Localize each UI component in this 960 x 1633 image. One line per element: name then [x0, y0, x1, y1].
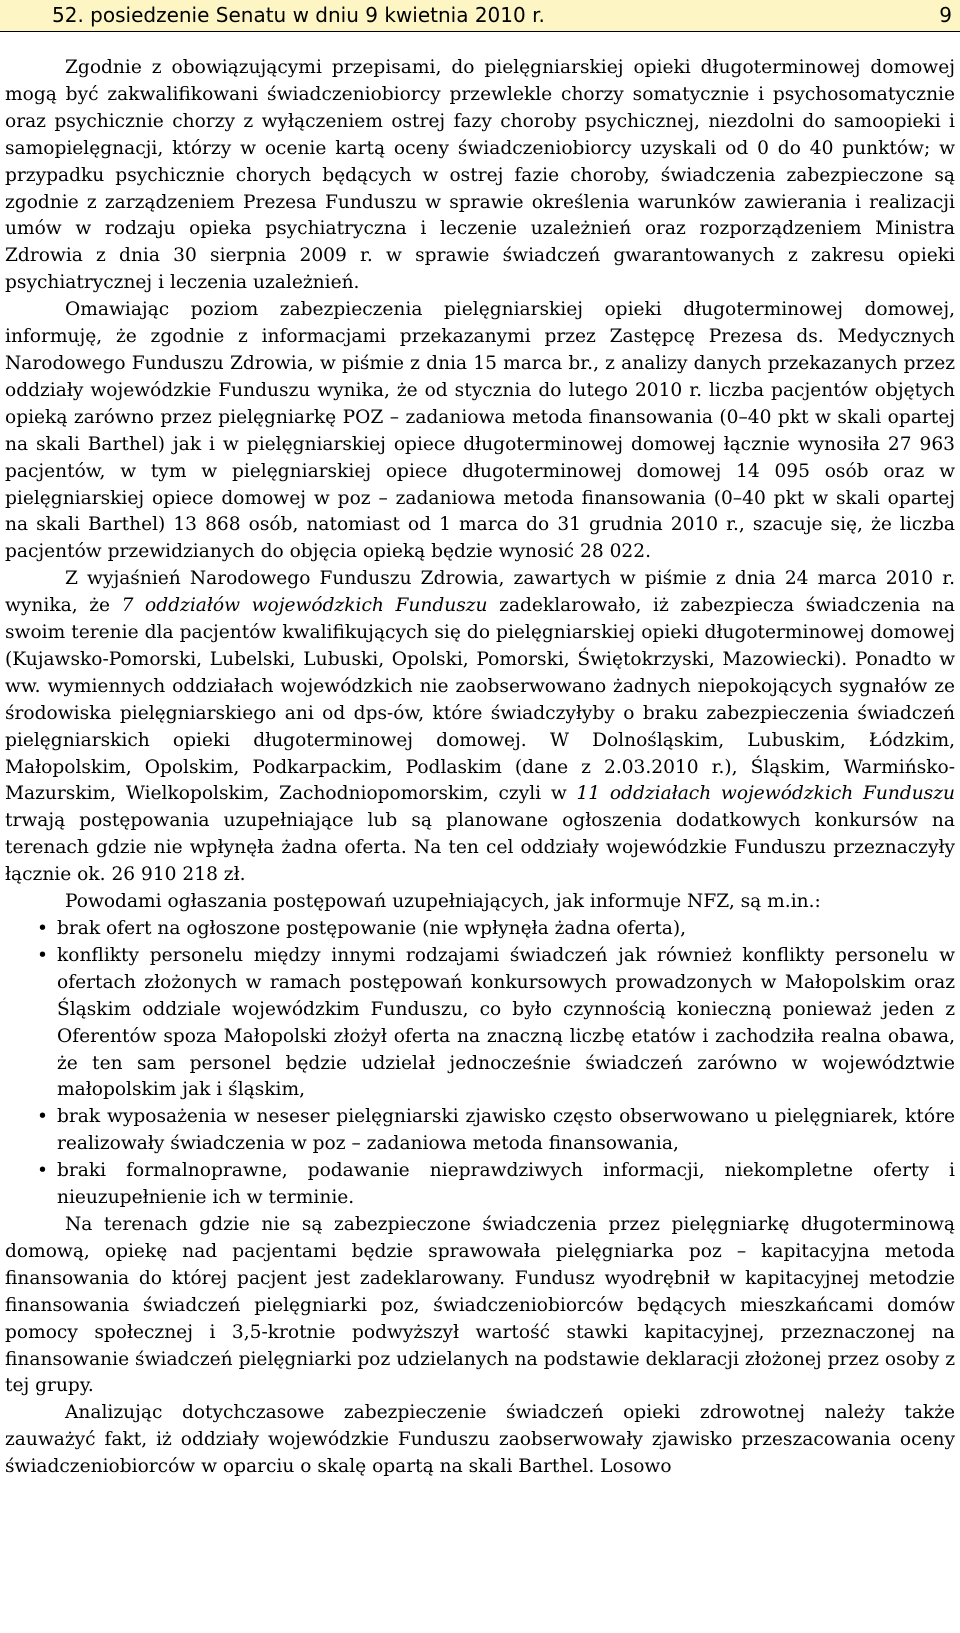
bullet-icon: •: [37, 1160, 48, 1182]
running-header-title: 52. posiedzenie Senatu w dniu 9 kwietnia 2010 r.: [52, 3, 545, 27]
list-item-text: brak wyposażenia w neseser pielęgniarski zjawisko często obserwowano u pielęgniarek, które realizowały świadczenia w poz – zadaniowa metoda finansowania,: [57, 1106, 955, 1155]
paragraph: [5, 566, 955, 889]
bullet-icon: •: [37, 918, 48, 939]
reasons-list: [5, 916, 955, 1212]
paragraph-text: trwają postępowania uzupełniające lub są planowane ogłoszenia dodatkowych konkursów na terenach gdzie nie wpłynęła żadna oferta. Na ten cel oddziały wojewódzkie Funduszu przeznaczyły łącznie ok. 26 910 218 zł.: [5, 810, 955, 886]
list-item: [5, 1158, 955, 1212]
paragraph: Analizując dotychczasowe zabezpieczenie świadczeń opieki zdrowotnej należy także zauważyć fakt, iż oddziały wojewódzkie Funduszu zaobserwowały zjawisko przeszacowania oceny świadczeniobiorców w oparciu o skalę opartą na skali Barthel. Losowo: [5, 1402, 955, 1478]
list-item: [5, 916, 955, 943]
list-item-text: braki formalnoprawne, podawanie nieprawdziwych informacji, niekompletne oferty i nieuzupełnienie ich w terminie.: [57, 1160, 955, 1209]
page-number: 9: [939, 3, 952, 27]
paragraph: Zgodnie z obowiązującymi przepisami, do pielęgniarskiej opieki długoterminowej domowej mogą być zakwalifikowani świadczeniobiorcy przewlekle chorzy somatycznie i psychosomatycznie oraz psychicznie chorzy z wyłączeniem ostrej fazy choroby psychicznej, niezdolni do samoopieki i samopielęgnacji, którzy w ocenie kartą oceny świadczeniobiorcy uzyskali od 0 do 40 punktów; w przypadku psychicznie chorych będących w ostrej fazie choroby, świadczenia zabezpieczone są zgodnie z zarządzeniem Prezesa Funduszu w sprawie określenia warunków zawierania i realizacji umów w rodzaju opieka psychiatryczna i leczenie uzależnień oraz rozporządzeniem Ministra Zdrowia z dnia 30 sierpnia 2009 r. w sprawie świadczeń gwarantowanych z zakresu opieki psychiatrycznej i leczenia uzależnień.: [5, 57, 955, 294]
paragraph: Powodami ogłaszania postępowań uzupełniających, jak informuje NFZ, są m.in.:: [65, 891, 821, 913]
list-item: [5, 1104, 955, 1158]
list-item-text: brak ofert na ogłoszone postępowanie (nie wpłynęła żadna oferta),: [57, 918, 687, 939]
paragraph-text: Z wyjaśnień Narodowego Funduszu Zdrowia, zawartych w piśmie z dnia 24 marca 2010 r. wynika, że: [5, 568, 955, 617]
paragraph: Na terenach gdzie nie są zabezpieczone świadczenia przez pielęgniarkę długoterminową domową, opiekę nad pacjentami będzie sprawowała pielęgniarka poz – kapitacyjna metoda finansowania do której pacjent jest zadeklarowany. Fundusz wyodrębnił w kapitacyjnej metodzie finansowania świadczeń pielęgniarki poz, świadczeniobiorców będących mieszkańcami domów pomocy społecznej i 3,5-krotnie podwyższył wartość stawki kapitacyjnej, przeznaczonej na finansowanie świadczeń pielęgniarki poz udzielanych na podstawie deklaracji złożonej przez osoby z tej grupy.: [5, 1213, 955, 1397]
italic-phrase: 7 oddziałów wojewódzkich Funduszu: [121, 595, 488, 617]
paragraph: Omawiając poziom zabezpieczenia pielęgniarskiej opieki długoterminowej domowej, informuję, że zgodnie z informacjami przekazanymi przez Zastępcę Prezesa ds. Medycznych Narodowego Funduszu Zdrowia, w piśmie z dnia 15 marca br., z analizy danych przekazanych przez oddziały wojewódzkie Funduszu wynika, że od stycznia do lutego 2010 r. liczba pacjentów objętych opieką zarówno przez pielęgniarkę POZ – zadaniowa metoda finansowania (0–40 pkt w skali opartej na skali Barthel) jak i w pielęgniarskiej opiece długoterminowej domowej łącznie wynosiła 27 963 pacjentów, w tym w pielęgniarskiej opiece długoterminowej domowej 14 095 osób oraz w pielęgniarskiej opiece domowej w poz – zadaniowa metoda finansowania (0–40 pkt w skali opartej na skali Barthel) 13 868 osób, natomiast od 1 marca do 31 grudnia 2010 r., szacuje się, że liczba pacjentów przewidzianych do objęcia opieką będzie wynosić 28 022.: [5, 299, 955, 563]
running-header: [0, 0, 960, 32]
list-item: [5, 943, 955, 1104]
italic-phrase: 11 oddziałach wojewódzkich Funduszu: [576, 783, 955, 805]
document-body: [5, 55, 955, 1481]
bullet-icon: •: [37, 1106, 48, 1128]
list-item-text: konflikty personelu między innymi rodzajami świadczeń jak również konflikty personelu w ofertach złożonych w ramach postępowań konkursowych prowadzonych w Małopolskim oraz Śląskim oddziale wojewódzkim Funduszu, co było czynnością konieczną ponieważ jeden z Oferentów spoza Małopolski złożył oferta na znaczną liczbę etatów i zachodziła realna obawa, że ten sam personel będzie udzielał jednocześnie świadczeń zarówno w województwie małopolskim jak i śląskim,: [57, 944, 955, 1101]
bullet-icon: •: [37, 944, 48, 966]
paragraph-text: zadeklarowało, iż zabezpiecza świadczenia na swoim terenie dla pacjentów kwalifikujących się do pielęgniarskiej opieki długoterminowej domowej (Kujawsko-Pomorski, Lubelski, Lubuski, Opolski, Pomorski, Świętokrzyski, Mazowiecki). Ponadto w ww. wymiennych oddziałach wojewódzkich nie zaobserwowano żadnych niepokojących sygnałów ze środowiska pielęgniarskiego ani od dps-ów, które świadczyłyby o braku zabezpieczenia świadczeń pielęgniarskich opieki długoterminowej domowej. W Dolnośląskim, Lubuskim, Łódzkim, Małopolskim, Opolskim, Podkarpackim, Podlaskim (dane z 2.03.2010 r.), Śląskim, Warmińsko-Mazurskim, Wielkopolskim, Zachodniopomorskim, czyli w: [5, 595, 955, 805]
